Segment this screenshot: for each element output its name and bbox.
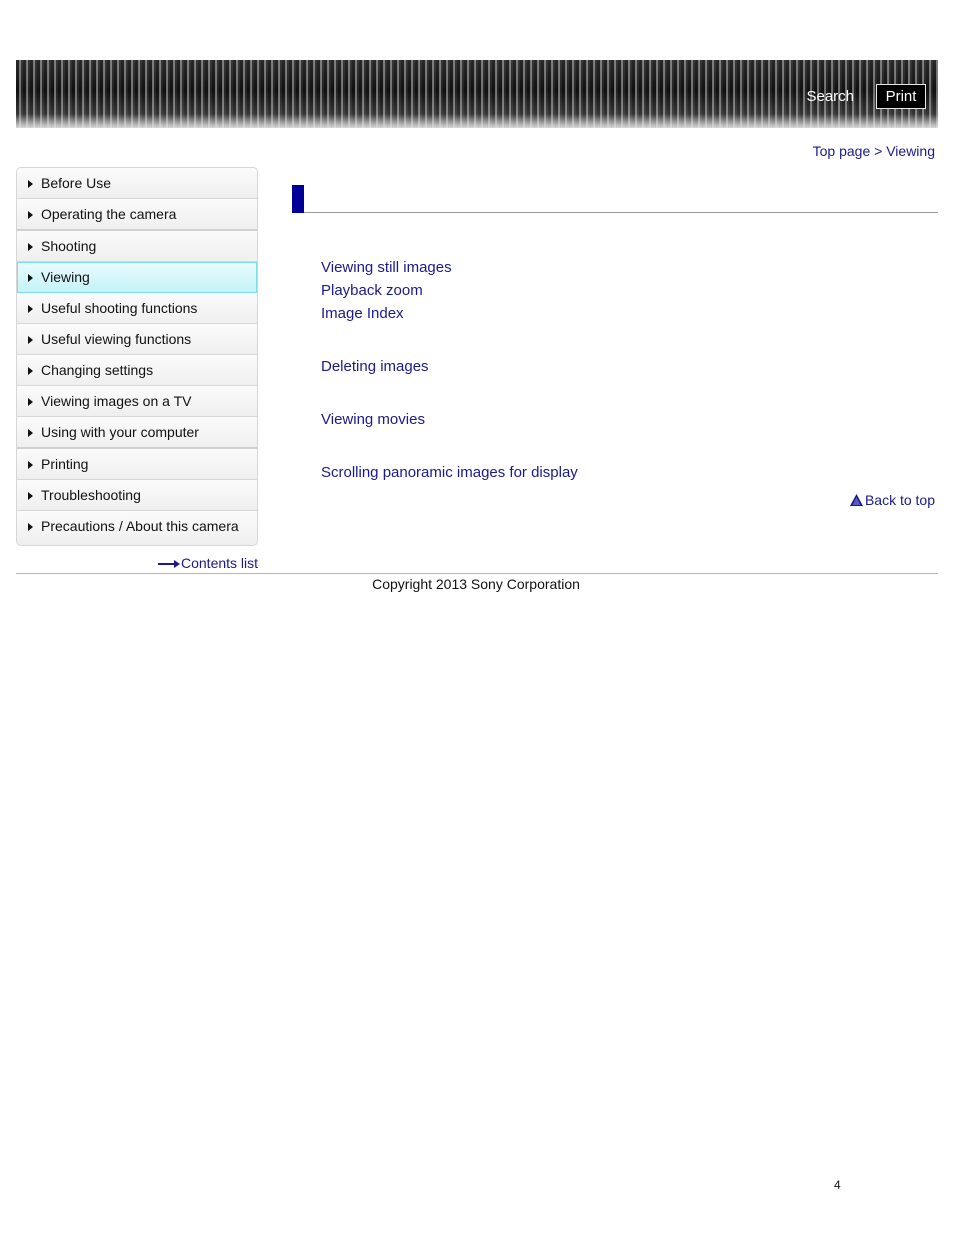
triangle-right-icon: [28, 429, 33, 437]
title-underline: [304, 212, 938, 213]
sidebar-item-using-with-your-computer[interactable]: [17, 417, 257, 449]
sidebar-item-printing[interactable]: [17, 449, 257, 480]
triangle-right-icon: [28, 274, 33, 282]
breadcrumb-top-page[interactable]: Top page: [812, 143, 871, 159]
breadcrumb-current[interactable]: Viewing: [886, 143, 935, 159]
sidebar-item-viewing[interactable]: [17, 262, 257, 293]
arrow-right-icon: [158, 559, 180, 569]
sidebar-item-label: Operating the camera: [41, 206, 177, 222]
search-link[interactable]: Search: [806, 88, 854, 105]
back-to-top-link[interactable]: [850, 492, 935, 508]
breadcrumb-separator: >: [874, 143, 883, 159]
triangle-right-icon: [28, 367, 33, 375]
link-viewing-movies[interactable]: Viewing movies: [321, 411, 425, 428]
triangle-right-icon: [28, 243, 33, 251]
sidebar-item-label: Before Use: [41, 175, 112, 191]
contents-list-label: Contents list: [181, 555, 259, 571]
link-deleting-images[interactable]: Deleting images: [321, 358, 429, 375]
header-bar: [16, 60, 938, 128]
sidebar-item-label: Changing settings: [41, 362, 154, 378]
sidebar-item-label: Viewing: [41, 269, 90, 285]
triangle-right-icon: [28, 211, 33, 219]
triangle-right-icon: [28, 492, 33, 500]
title-accent-bar: [292, 185, 304, 213]
sidebar-item-label: Shooting: [41, 238, 97, 254]
print-button[interactable]: Print: [876, 84, 926, 109]
link-viewing-still-images[interactable]: Viewing still images: [321, 259, 452, 276]
triangle-up-icon: [850, 494, 863, 506]
triangle-right-icon: [28, 180, 33, 188]
sidebar-item-label: Printing: [41, 456, 89, 472]
sidebar-item-shooting[interactable]: [17, 231, 257, 262]
page-title-block: [292, 185, 938, 213]
footer-divider: [16, 573, 938, 574]
triangle-right-icon: [28, 461, 33, 469]
sidebar-item-label: Troubleshooting: [41, 487, 141, 503]
triangle-right-icon: [28, 523, 33, 531]
sidebar-item-viewing-images-on-a-tv[interactable]: [17, 386, 257, 417]
breadcrumb: [813, 143, 935, 159]
link-scrolling-panoramic-images[interactable]: Scrolling panoramic images for display: [321, 464, 578, 481]
sidebar-item-label: Precautions / About this camera: [41, 518, 239, 534]
sidebar-item-label: Viewing images on a TV: [41, 393, 192, 409]
link-playback-zoom[interactable]: Playback zoom: [321, 282, 423, 299]
page-number: 4: [834, 1178, 841, 1192]
contents-list-link[interactable]: [158, 555, 258, 571]
sidebar-item-operating-the-camera[interactable]: [17, 199, 257, 231]
sidebar-item-label: Useful viewing functions: [41, 331, 192, 347]
sidebar-item-troubleshooting[interactable]: [17, 480, 257, 511]
link-image-index[interactable]: Image Index: [321, 305, 404, 322]
triangle-right-icon: [28, 305, 33, 313]
sidebar-item-changing-settings[interactable]: [17, 355, 257, 386]
back-to-top-label: Back to top: [864, 492, 935, 508]
sidebar-nav: [16, 167, 258, 546]
sidebar-item-label: Using with your computer: [41, 424, 199, 440]
sidebar-item-before-use[interactable]: [17, 168, 257, 199]
sidebar-item-precautions[interactable]: [17, 511, 257, 545]
sidebar-item-useful-viewing-functions[interactable]: [17, 324, 257, 355]
triangle-right-icon: [28, 336, 33, 344]
sidebar-item-label: Useful shooting functions: [41, 300, 198, 316]
copyright-text: Copyright 2013 Sony Corporation: [372, 576, 580, 592]
triangle-right-icon: [28, 398, 33, 406]
sidebar-item-useful-shooting-functions[interactable]: [17, 293, 257, 324]
